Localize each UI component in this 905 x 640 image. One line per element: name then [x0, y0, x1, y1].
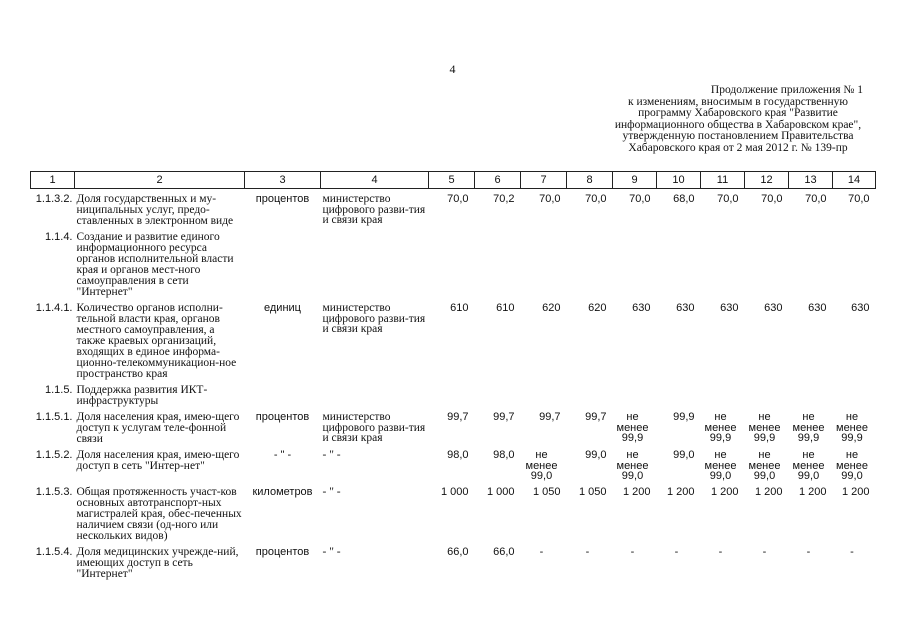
row-value-col-8: 1 050	[578, 485, 607, 498]
row-value-col-9: не менее 99,9	[616, 411, 649, 444]
row-value-col-14: не менее 99,0	[836, 449, 868, 482]
row-value-col-10: 630	[676, 302, 695, 314]
table-row	[31, 380, 876, 407]
row-value-col-13: не менее 99,0	[792, 449, 825, 482]
row-value-col-8	[567, 380, 613, 407]
row-value-col-9: -	[630, 545, 635, 558]
row-value-col-7: 1 050	[532, 485, 561, 498]
table-row	[31, 298, 876, 380]
row-value-col-10: 99,0	[673, 449, 695, 461]
row-value-col-14: 1 200	[841, 485, 870, 498]
row-value-col-7: 70,0	[539, 193, 561, 205]
appendix-continuation-title: Продолжение приложения № 1	[710, 84, 863, 96]
row-unit: - " -	[273, 449, 292, 461]
row-responsible: министерство цифрового разви-тия и связи края	[322, 302, 426, 335]
row-indicator-name: Общая протяженность участ-ков основных автотранспорт-ных магистралей края, обес-печенных наличием связи (од-ного или нескольких видов)	[76, 485, 242, 542]
appendix-reference: к изменениям, вносимым в государственную программу Хабаровского края "Развитие информационного общества в Хабаровском крае", утвержденную постановлением Правительства Хабаровского края от 2 мая 2012 г. № 139-пр	[614, 95, 862, 154]
table-row	[31, 227, 876, 298]
row-value-col-13: -	[806, 545, 811, 558]
column-number-5: 5	[429, 172, 475, 189]
row-value-col-5: 610	[450, 302, 469, 314]
row-value-col-11: не менее 99,9	[704, 411, 737, 444]
row-value-col-9: 70,0	[629, 193, 651, 205]
row-responsible: министерство цифрового разви-тия и связи края	[322, 193, 426, 226]
column-number-6: 6	[475, 172, 521, 189]
page-number: 4	[449, 62, 456, 76]
table-row	[31, 542, 876, 580]
row-value-col-12: 630	[764, 302, 783, 314]
row-value-col-6	[475, 380, 521, 407]
indicators-table	[30, 171, 876, 580]
row-code: 1.1.3.2.	[35, 193, 73, 205]
row-value-col-9: не менее 99,0	[616, 449, 649, 482]
table-row	[31, 189, 876, 228]
row-value-col-12: -	[762, 545, 767, 558]
row-value-col-7: 99,7	[539, 411, 561, 423]
column-number-row	[31, 172, 876, 189]
row-value-col-11: 630	[720, 302, 739, 314]
row-value-col-7	[521, 227, 567, 298]
row-code: 1.1.4.1.	[35, 302, 73, 314]
row-code: 1.1.5.	[44, 384, 73, 396]
row-value-col-5: 70,0	[447, 193, 469, 205]
row-value-col-10: -	[674, 545, 679, 558]
row-value-col-14	[833, 380, 876, 407]
row-unit: километров	[252, 485, 313, 498]
row-value-col-5: 98,0	[447, 449, 469, 461]
row-value-col-8: 70,0	[585, 193, 607, 205]
row-value-col-14: не менее 99,9	[836, 411, 868, 444]
column-number-7: 7	[521, 172, 567, 189]
row-value-col-14: 70,0	[848, 193, 870, 205]
row-unit: процентов	[255, 545, 310, 558]
row-value-col-13	[789, 227, 833, 298]
row-value-col-13: не менее 99,9	[792, 411, 825, 444]
row-responsible	[321, 227, 429, 298]
row-value-col-12: не менее 99,0	[748, 449, 781, 482]
row-value-col-11: 70,0	[717, 193, 739, 205]
row-value-col-9	[613, 227, 657, 298]
column-number-9: 9	[613, 172, 657, 189]
row-value-col-13: 630	[808, 302, 827, 314]
row-value-col-11	[701, 380, 745, 407]
row-value-col-12	[745, 380, 789, 407]
row-value-col-14	[833, 227, 876, 298]
row-value-col-7	[521, 380, 567, 407]
row-value-col-6	[475, 227, 521, 298]
row-value-col-10: 1 200	[666, 485, 695, 498]
row-indicator-name: Доля государственных и му-ниципальных услуг, предо-ставленных в электронном виде	[76, 193, 234, 227]
row-indicator-name: Доля населения края, имею-щего доступ к услугам теле-фонной связи	[76, 411, 240, 445]
row-code: 1.1.5.3.	[35, 485, 73, 498]
row-responsible	[321, 380, 429, 407]
row-responsible: - " -	[322, 485, 341, 498]
row-value-col-7: не менее 99,0	[525, 449, 558, 482]
row-value-col-9: 1 200	[622, 485, 651, 498]
row-code: 1.1.5.4.	[35, 545, 73, 558]
row-value-col-5: 99,7	[447, 411, 469, 423]
column-number-4: 4	[321, 172, 429, 189]
row-indicator-name: Доля населения края, имею-щего доступ в сеть "Интер-нет"	[76, 449, 240, 472]
row-value-col-8: 620	[588, 302, 607, 314]
row-value-col-11	[701, 227, 745, 298]
row-value-col-10: 68,0	[673, 193, 695, 205]
row-indicator-name: Поддержка развития ИКТ-инфраструктуры	[76, 384, 208, 407]
row-responsible: - " -	[322, 449, 341, 461]
row-value-col-8: 99,0	[585, 449, 607, 461]
row-unit	[245, 380, 321, 407]
appendix-header	[603, 85, 873, 154]
row-unit	[245, 227, 321, 298]
column-number-2: 2	[75, 172, 245, 189]
row-value-col-6: 610	[496, 302, 515, 314]
row-code: 1.1.4.	[44, 231, 73, 243]
row-value-col-14: 630	[851, 302, 870, 314]
row-value-col-13: 70,0	[805, 193, 827, 205]
row-value-col-11: -	[718, 545, 723, 558]
row-value-col-6: 66,0	[493, 545, 515, 558]
row-value-col-7: 620	[542, 302, 561, 314]
table-row	[31, 407, 876, 445]
row-value-col-9	[613, 380, 657, 407]
row-value-col-6: 98,0	[493, 449, 515, 461]
row-value-col-5: 1 000	[440, 485, 469, 498]
row-value-col-6: 1 000	[486, 485, 515, 498]
row-value-col-13	[789, 380, 833, 407]
column-number-3: 3	[245, 172, 321, 189]
row-unit: процентов	[255, 193, 310, 205]
row-value-col-12	[745, 227, 789, 298]
row-value-col-10	[657, 227, 701, 298]
row-unit: единиц	[264, 302, 301, 314]
row-value-col-8: -	[585, 545, 590, 558]
row-responsible: - " -	[322, 545, 341, 558]
column-number-13: 13	[789, 172, 833, 189]
row-value-col-6: 70,2	[493, 193, 515, 205]
row-value-col-12: 1 200	[754, 485, 783, 498]
row-responsible: министерство цифрового разви-тия и связи края	[322, 411, 426, 444]
table-row	[31, 445, 876, 482]
column-number-1: 1	[31, 172, 75, 189]
row-unit: процентов	[255, 411, 310, 423]
row-value-col-10	[657, 380, 701, 407]
row-value-col-14: -	[850, 545, 854, 558]
row-value-col-9: 630	[632, 302, 651, 314]
row-value-col-10: 99,9	[673, 411, 695, 423]
row-value-col-5	[429, 380, 475, 407]
row-value-col-6: 99,7	[493, 411, 515, 423]
row-indicator-name: Создание и развитие единого информационного ресурса органов исполнительной власти края и органов мест-ного самоуправления в сети "Интернет"	[76, 231, 234, 298]
row-value-col-11: не менее 99,0	[704, 449, 737, 482]
row-code: 1.1.5.2.	[35, 449, 73, 461]
row-value-col-13: 1 200	[798, 485, 827, 498]
table-row	[31, 482, 876, 542]
row-value-col-7: -	[539, 545, 544, 558]
row-value-col-5: 66,0	[447, 545, 469, 558]
row-value-col-8	[567, 227, 613, 298]
row-value-col-8: 99,7	[585, 411, 607, 423]
column-number-11: 11	[701, 172, 745, 189]
column-number-14: 14	[833, 172, 876, 189]
row-value-col-11: 1 200	[710, 485, 739, 498]
row-code: 1.1.5.1.	[35, 411, 73, 423]
row-value-col-12: 70,0	[761, 193, 783, 205]
column-number-10: 10	[657, 172, 701, 189]
row-value-col-5	[429, 227, 475, 298]
column-number-12: 12	[745, 172, 789, 189]
column-number-8: 8	[567, 172, 613, 189]
row-indicator-name: Количество органов исполни-тельной власти края, органов местного самоуправления, а также краевых организаций, входящих в единое информа-ционно-телекоммуникацион-ное пространство края	[76, 302, 237, 380]
row-indicator-name: Доля медицинских учрежде-ний, имеющих доступ в сеть "Интернет"	[76, 545, 239, 580]
row-value-col-12: не менее 99,9	[748, 411, 781, 444]
